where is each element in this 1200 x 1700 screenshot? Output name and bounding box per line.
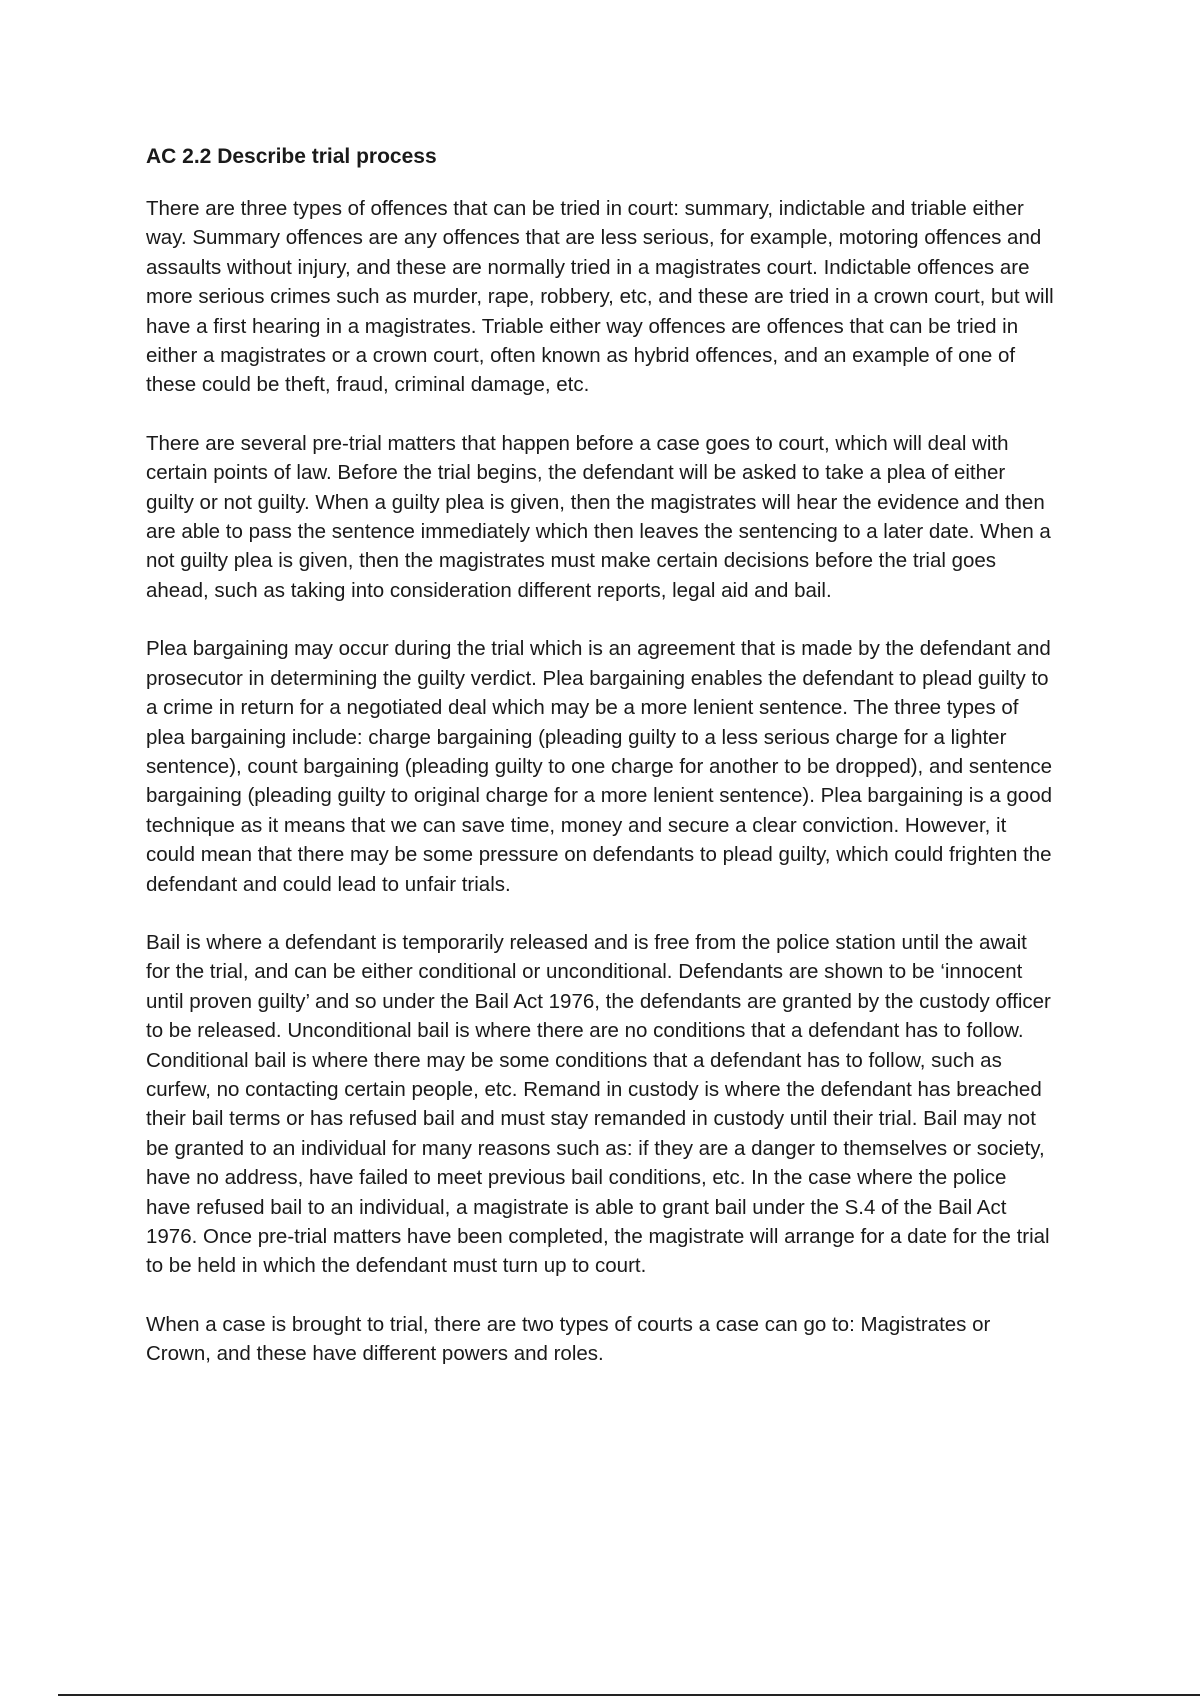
- paragraph-bail: Bail is where a defendant is temporarily released and is free from the police station until the await for the trial, and can be either conditional or unconditional. Defendants are shown to be ‘innocent until proven guilty’ and so under the Bail Act 1976, the defendants are granted by the custody officer to be released. Unconditional bail is where there are no conditions that a defendant has to follow. Conditional bail is where there may be some conditions that a defendant has to follow, such as curfew, no contacting certain people, etc. Remand in custody is where the defendant has breached their bail terms or has refused bail and must stay remanded in custody until their trial. Bail may not be granted to an individual for many reasons such as: if they are a danger to themselves or society, have no address, have failed to meet previous bail conditions, etc. In the case where the police have refused bail to an individual, a magistrate is able to grant bail under the S.4 of the Bail Act 1976. Once pre-trial matters have been completed, the magistrate will arrange for a date for the trial to be held in which the defendant must turn up to court.: [146, 930, 1051, 1278]
- footer-divider: [58, 1694, 1200, 1696]
- paragraph-offence-types: There are three types of offences that can be tried in court: summary, indictable and triable either way. Summary offences are any offences that are less serious, for example, motoring offences and assaults without injury, and these are normally tried in a magistrates court. Indictable offences are more serious crimes such as murder, rape, robbery, etc, and these are tried in a crown court, but will have a first hearing in a magistrates. Triable either way offences are offences that can be tried in either a magistrates or a crown court, often known as hybrid offences, and an example of one of these could be theft, fraud, criminal damage, etc.: [146, 197, 1054, 397]
- paragraph-pre-trial-matters: There are several pre-trial matters that happen before a case goes to court, which will deal with certain points of law. Before the trial begins, the defendant will be asked to take a plea of either guilty or not guilty. When a guilty plea is given, then the magistrates will hear the evidence and then are able to pass the sentence immediately which then leaves the sentencing to a later date. When a not guilty plea is given, then the magistrates must make certain decisions before the trial goes ahead, such as taking into consideration different reports, legal aid and bail.: [146, 431, 1051, 602]
- document-heading: AC 2.2 Describe trial process: [146, 145, 437, 168]
- paragraph-court-types: When a case is brought to trial, there are two types of courts a case can go to: Magistrates or Crown, and these have different powers and roles.: [146, 1312, 991, 1366]
- document-page: [146, 142, 1056, 1398]
- paragraph-plea-bargaining: Plea bargaining may occur during the trial which is an agreement that is made by the defendant and prosecutor in determining the guilty verdict. Plea bargaining enables the defendant to plead guilty to a crime in return for a negotiated deal which may be a more lenient sentence. The three types of plea bargaining include: charge bargaining (pleading guilty to a less serious charge for a lighter sentence), count bargaining (pleading guilty to one charge for another to be dropped), and sentence bargaining (pleading guilty to original charge for a more lenient sentence). Plea bargaining is a good technique as it means that we can save time, money and secure a clear conviction. However, it could mean that there may be some pressure on defendants to plead guilty, which could frighten the defendant and could lead to unfair trials.: [146, 637, 1053, 896]
